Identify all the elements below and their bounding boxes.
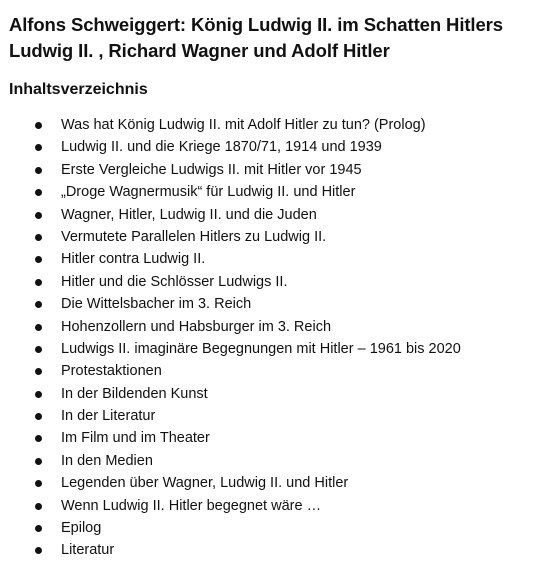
toc-item-label: Hitler contra Ludwig II.	[61, 251, 206, 268]
toc-item-label: Wenn Ludwig II. Hitler begegnet wäre …	[61, 497, 322, 514]
toc-item-label: Vermutete Parallelen Hitlers zu Ludwig II.	[61, 228, 327, 245]
toc-item-label: Wagner, Hitler, Ludwig II. und die Juden	[61, 206, 317, 223]
toc-item-label: Literatur	[61, 542, 115, 559]
bullet-icon	[35, 256, 42, 263]
toc-item-label: Epilog	[61, 520, 102, 537]
bullet-icon	[35, 525, 42, 532]
bullet-icon	[35, 391, 42, 398]
bullet-icon	[35, 212, 42, 219]
bullet-icon	[35, 368, 42, 375]
toc-item-label: In der Literatur	[61, 408, 156, 425]
toc-item-label: Hitler und die Schlösser Ludwigs II.	[61, 273, 288, 290]
toc-item-label: Erste Vergleiche Ludwigs II. mit Hitler vor 1945	[61, 161, 362, 178]
bullet-icon	[35, 122, 42, 129]
toc-item-label: Ludwig II. und die Kriege 1870/71, 1914 und 1939	[61, 139, 382, 156]
toc-item-label: Protestaktionen	[61, 363, 162, 380]
bullet-icon	[35, 144, 42, 151]
bullet-icon	[35, 324, 42, 331]
toc-item-label: In der Bildenden Kunst	[61, 385, 208, 402]
bullet-icon	[35, 279, 42, 286]
bullet-icon	[35, 503, 42, 510]
bullet-icon	[35, 346, 42, 353]
toc-item-label: „Droge Wagnermusik“ für Ludwig II. und Hitler	[61, 184, 356, 201]
bullet-icon	[35, 301, 42, 308]
toc-item-label: In den Medien	[61, 452, 153, 469]
toc-item-label: Was hat König Ludwig II. mit Adolf Hitler zu tun? (Prolog)	[61, 117, 426, 133]
bullet-icon	[35, 480, 42, 487]
bullet-icon	[35, 458, 42, 465]
bullet-icon	[35, 547, 42, 554]
bullet-icon	[35, 435, 42, 442]
bullet-icon	[35, 234, 42, 241]
document-title	[9, 12, 503, 64]
toc-item-label: Ludwigs II. imaginäre Begegnungen mit Hitler – 1961 bis 2020	[61, 340, 461, 357]
bullet-icon	[35, 167, 42, 174]
toc-item-label: Legenden über Wagner, Ludwig II. und Hitler	[61, 475, 349, 492]
toc-heading: Inhaltsverzeichnis	[9, 81, 148, 98]
bullet-icon	[35, 413, 42, 420]
toc-item-label: Im Film und im Theater	[61, 430, 210, 447]
bullet-icon	[35, 189, 42, 196]
toc-item-label: Die Wittelsbacher im 3. Reich	[61, 296, 252, 313]
toc-item-label: Hohenzollern und Habsburger im 3. Reich	[61, 318, 332, 335]
title-line-2: Ludwig II. , Richard Wagner und Adolf Hitler	[9, 40, 390, 61]
title-line-1: Alfons Schweiggert: König Ludwig II. im Schatten Hitlers	[9, 14, 503, 35]
